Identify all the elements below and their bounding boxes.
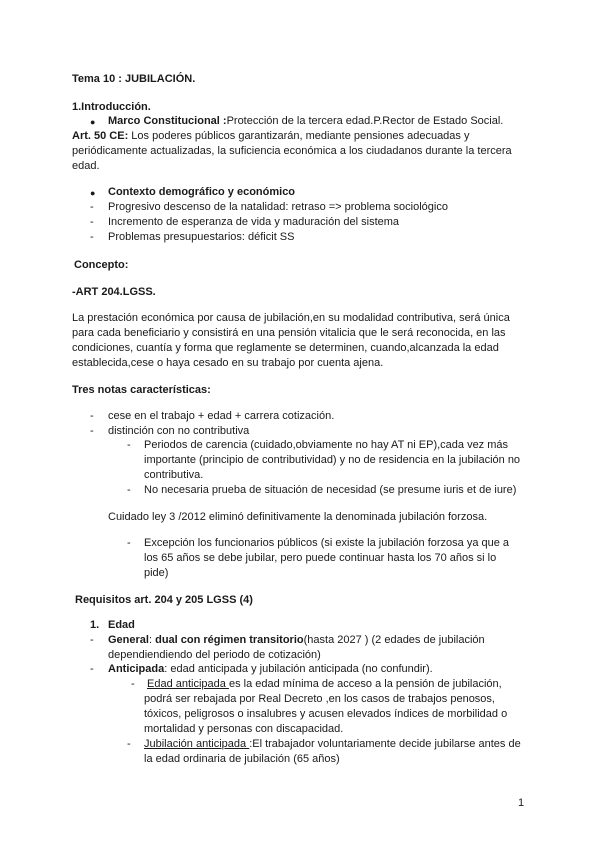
concepto-heading: Concepto: (74, 259, 129, 271)
page-number: 1 (518, 797, 525, 809)
anticipada-label: Anticipada (108, 663, 165, 675)
anticipada-line (108, 662, 433, 676)
excepcion-line: los 65 años se debe jubilar, pero puede continuar hasta los 70 años si lo (144, 552, 497, 564)
dash-icon: - (90, 634, 94, 646)
art50-label: Art. 50 CE: (72, 130, 129, 142)
dash-icon: - (90, 201, 94, 213)
contexto-item: Incremento de esperanza de vida y maduración del sistema (108, 216, 400, 228)
concepto-paragraph-line: condiciones, cuantía y forma que reglamente se determinen, cuando,alcanzada la edad (72, 342, 499, 354)
dash-icon: - (127, 738, 131, 750)
marco-line (108, 114, 503, 128)
edad-anticipada-line: tóxicos, peligrosos o insalubres y acusen elevados índices de morbilidad o (144, 708, 508, 720)
notas-item: cese en el trabajo + edad + carrera cotización. (108, 410, 335, 422)
jubilacion-anticipada-line-1 (144, 737, 521, 751)
general-line-2: dependiendiendo del periodo de cotización) (108, 649, 321, 661)
intro-heading: 1.Introducción. (72, 101, 151, 113)
general-line-1 (108, 633, 485, 647)
dash-icon: - (127, 537, 131, 549)
edad-anticipada-line-1 (147, 677, 502, 691)
marco-text: Protección de la tercera edad.P.Rector de Estado Social. (226, 115, 504, 127)
notas-item: distinción con no contributiva (108, 425, 250, 437)
excepcion-line: Excepción los funcionarios públicos (si existe la jubilación forzosa ya que a (144, 537, 510, 549)
marco-label: Marco Constitucional : (108, 115, 227, 127)
dash-icon: - (131, 678, 135, 690)
bullet-dot-icon: ● (90, 188, 96, 198)
art50-line-1 (72, 129, 469, 143)
bullet-dot-icon: ● (90, 117, 96, 127)
edad-anticipada-line: mortalidad y personas con discapacidad. (144, 723, 344, 735)
general-label: General (108, 634, 149, 646)
dash-icon: - (90, 663, 94, 675)
dash-icon: - (127, 439, 131, 451)
notas-subitem-line: importante (principio de contributividad) y no de residencia en la jubilación no (144, 454, 521, 466)
notas-heading: Tres notas características: (72, 384, 211, 396)
notas-subitem-line: Periodos de carencia (cuidado,obviamente no hay AT ni EP),cada vez más (144, 439, 509, 451)
dash-icon: - (127, 484, 131, 496)
dash-icon: - (90, 425, 94, 437)
art204-heading: -ART 204.LGSS. (72, 286, 156, 298)
art50-text: Los poderes públicos garantizarán, mediante pensiones adecuadas y (128, 130, 470, 142)
excepcion-line: pide) (144, 567, 169, 579)
art50-line-3: edad. (72, 160, 100, 172)
art50-line-2: periódicamente actualizadas, la suficiencia económica a los ciudadanos durante la tercera (72, 145, 512, 157)
anticipada-rest: : edad anticipada y jubilación anticipada (no confundir). (164, 663, 433, 675)
general-bold-text: dual con régimen transitorio (155, 634, 304, 646)
dash-icon: - (90, 410, 94, 422)
contexto-item: Progresivo descenso de la natalidad: retraso => problema sociológico (108, 201, 448, 213)
concepto-paragraph-line: establecida,cese o haya cesado en su trabajo por cuenta ajena. (72, 357, 384, 369)
dash-icon: - (90, 231, 94, 243)
dash-icon: - (90, 216, 94, 228)
general-colon: : (148, 634, 156, 646)
page-title: Tema 10 : JUBILACIÓN. (72, 73, 196, 85)
jubilacion-anticipada-label: Jubilación anticipada (144, 738, 250, 750)
edad-heading: Edad (108, 619, 135, 631)
general-rest: (hasta 2027 ) (2 edades de jubilación (303, 634, 485, 646)
jubilacion-anticipada-rest: :El trabajador voluntariamente decide jubilarse antes de (249, 738, 521, 750)
edad-number: 1. (90, 619, 100, 631)
concepto-paragraph-line: para cada beneficiario y consistirá en una pensión vitalicia que le será reconocida, en las (72, 327, 506, 339)
edad-anticipada-line: podrá ser rebajada por Real Decreto ,en los casos de trabajos penosos, (144, 693, 495, 705)
edad-anticipada-rest: es la edad mínima de acceso a la pensión de jubilación, (228, 678, 502, 690)
jubilacion-anticipada-line-2: la edad ordinaria de jubilación (65 años) (144, 753, 340, 765)
cuidado-note: Cuidado ley 3 /2012 eliminó definitivamente la denominada jubilación forzosa. (108, 511, 488, 523)
edad-anticipada-label: Edad anticipada (147, 678, 229, 690)
requisitos-heading: Requisitos art. 204 y 205 LGSS (4) (75, 594, 253, 606)
contexto-heading: Contexto demográfico y económico (108, 186, 296, 198)
concepto-paragraph-line: La prestación económica por causa de jubilación,en su modalidad contributiva, será única (72, 312, 510, 324)
notas-subitem: No necesaria prueba de situación de necesidad (se presume iuris et de iure) (144, 484, 517, 496)
notas-subitem-line: contributiva. (144, 469, 204, 481)
contexto-item: Problemas presupuestarios: déficit SS (108, 231, 295, 243)
